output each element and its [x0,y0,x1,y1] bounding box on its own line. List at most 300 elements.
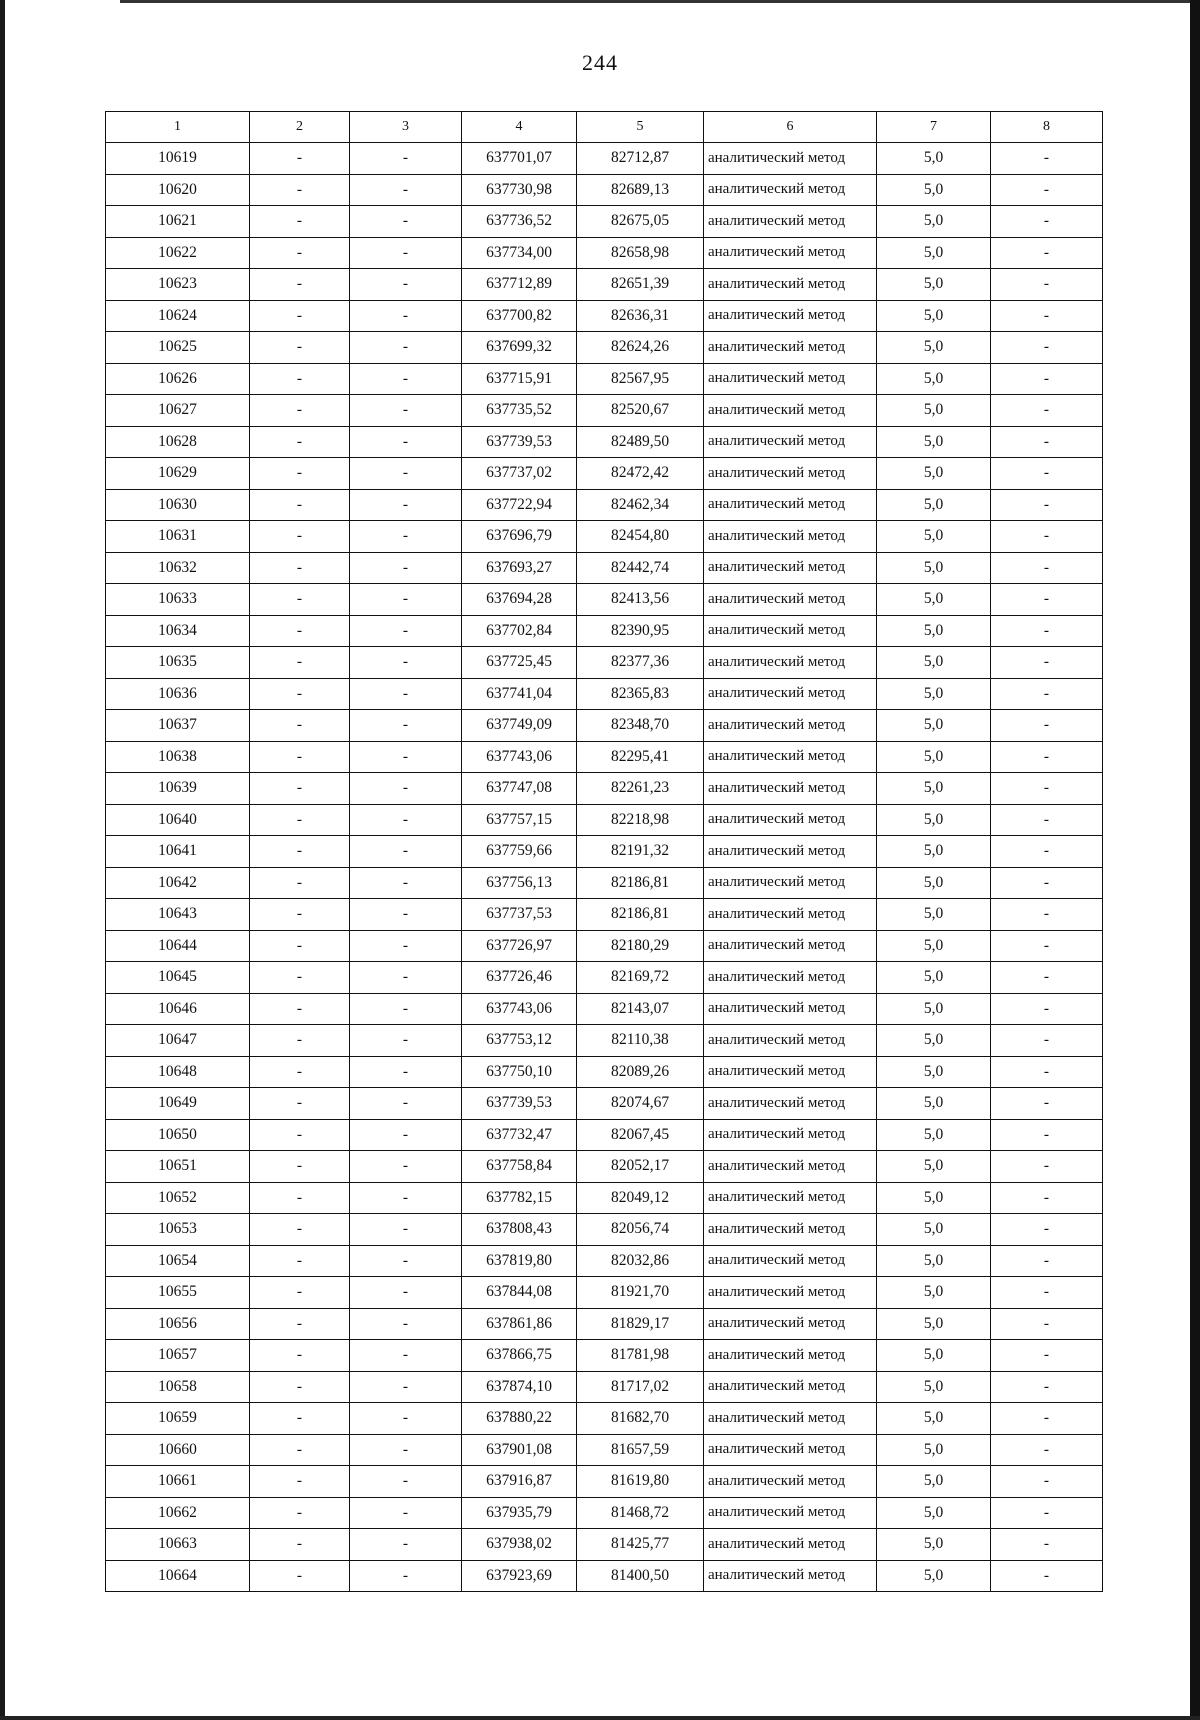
cell-precision: 5,0 [877,332,991,364]
cell-precision: 5,0 [877,615,991,647]
table-row [106,143,1103,175]
cell-y-coordinate: 82712,87 [577,143,704,175]
cell-x-coordinate: 637759,66 [462,836,577,868]
cell-col-2: - [250,836,350,868]
table-row [106,174,1103,206]
cell-method: аналитический метод [704,458,877,490]
cell-col-3: - [350,1056,462,1088]
cell-x-coordinate: 637736,52 [462,206,577,238]
cell-y-coordinate: 82191,32 [577,836,704,868]
cell-point-number: 10624 [106,300,250,332]
cell-col-2: - [250,1340,350,1372]
cell-col-2: - [250,1056,350,1088]
table-row [106,1056,1103,1088]
cell-col-2: - [250,269,350,301]
table-row [106,1151,1103,1183]
cell-method: аналитический метод [704,804,877,836]
cell-precision: 5,0 [877,1560,991,1592]
cell-method: аналитический метод [704,1466,877,1498]
cell-col-3: - [350,206,462,238]
cell-method: аналитический метод [704,993,877,1025]
column-header-7: 7 [877,112,991,143]
table-body [106,143,1103,1592]
cell-col-8: - [991,395,1103,427]
cell-x-coordinate: 637750,10 [462,1056,577,1088]
cell-col-8: - [991,899,1103,931]
cell-col-8: - [991,269,1103,301]
cell-precision: 5,0 [877,1025,991,1057]
cell-method: аналитический метод [704,1056,877,1088]
column-header-1: 1 [106,112,250,143]
cell-col-8: - [991,710,1103,742]
cell-x-coordinate: 637819,80 [462,1245,577,1277]
cell-col-2: - [250,174,350,206]
table-row [106,1434,1103,1466]
cell-col-3: - [350,332,462,364]
cell-col-2: - [250,489,350,521]
table-row [106,269,1103,301]
cell-col-8: - [991,1560,1103,1592]
cell-y-coordinate: 82186,81 [577,899,704,931]
cell-col-2: - [250,1371,350,1403]
cell-y-coordinate: 82056,74 [577,1214,704,1246]
cell-point-number: 10646 [106,993,250,1025]
cell-col-8: - [991,237,1103,269]
cell-x-coordinate: 637715,91 [462,363,577,395]
cell-col-3: - [350,993,462,1025]
cell-col-2: - [250,1434,350,1466]
cell-col-2: - [250,1088,350,1120]
cell-point-number: 10641 [106,836,250,868]
cell-col-2: - [250,773,350,805]
cell-point-number: 10654 [106,1245,250,1277]
cell-y-coordinate: 82520,67 [577,395,704,427]
cell-y-coordinate: 82390,95 [577,615,704,647]
cell-x-coordinate: 637901,08 [462,1434,577,1466]
cell-y-coordinate: 81468,72 [577,1497,704,1529]
cell-method: аналитический метод [704,206,877,238]
cell-method: аналитический метод [704,584,877,616]
cell-method: аналитический метод [704,363,877,395]
table-row [106,206,1103,238]
cell-point-number: 10660 [106,1434,250,1466]
table-row [106,741,1103,773]
cell-col-8: - [991,647,1103,679]
cell-y-coordinate: 82218,98 [577,804,704,836]
cell-method: аналитический метод [704,1277,877,1309]
cell-col-8: - [991,741,1103,773]
cell-col-3: - [350,269,462,301]
cell-col-3: - [350,1340,462,1372]
cell-col-3: - [350,836,462,868]
cell-col-3: - [350,1245,462,1277]
cell-method: аналитический метод [704,1434,877,1466]
cell-col-8: - [991,332,1103,364]
table-row [106,584,1103,616]
scan-edge-left [0,0,5,1720]
cell-y-coordinate: 82049,12 [577,1182,704,1214]
cell-col-8: - [991,615,1103,647]
cell-point-number: 10623 [106,269,250,301]
cell-precision: 5,0 [877,1214,991,1246]
cell-method: аналитический метод [704,1403,877,1435]
cell-y-coordinate: 82067,45 [577,1119,704,1151]
cell-col-3: - [350,1403,462,1435]
cell-precision: 5,0 [877,489,991,521]
cell-x-coordinate: 637866,75 [462,1340,577,1372]
table-row [106,1119,1103,1151]
cell-x-coordinate: 637739,53 [462,426,577,458]
table-row [106,1214,1103,1246]
cell-col-3: - [350,237,462,269]
cell-col-2: - [250,1182,350,1214]
cell-method: аналитический метод [704,332,877,364]
cell-col-8: - [991,773,1103,805]
cell-precision: 5,0 [877,647,991,679]
cell-col-2: - [250,237,350,269]
table-row [106,1560,1103,1592]
cell-y-coordinate: 82180,29 [577,930,704,962]
table-row [106,1277,1103,1309]
cell-col-2: - [250,1560,350,1592]
column-header-6: 6 [704,112,877,143]
table-row [106,363,1103,395]
table-row [106,300,1103,332]
cell-precision: 5,0 [877,552,991,584]
cell-precision: 5,0 [877,1088,991,1120]
cell-y-coordinate: 82186,81 [577,867,704,899]
cell-point-number: 10647 [106,1025,250,1057]
cell-col-8: - [991,1529,1103,1561]
cell-y-coordinate: 82143,07 [577,993,704,1025]
cell-point-number: 10620 [106,174,250,206]
cell-x-coordinate: 637694,28 [462,584,577,616]
cell-y-coordinate: 82658,98 [577,237,704,269]
cell-col-2: - [250,930,350,962]
cell-col-2: - [250,1277,350,1309]
cell-point-number: 10621 [106,206,250,238]
cell-precision: 5,0 [877,1308,991,1340]
cell-method: аналитический метод [704,426,877,458]
cell-col-8: - [991,930,1103,962]
cell-col-3: - [350,1151,462,1183]
cell-point-number: 10632 [106,552,250,584]
cell-precision: 5,0 [877,1119,991,1151]
cell-col-3: - [350,395,462,427]
cell-precision: 5,0 [877,867,991,899]
cell-x-coordinate: 637938,02 [462,1529,577,1561]
table-row [106,395,1103,427]
cell-method: аналитический метод [704,899,877,931]
cell-x-coordinate: 637696,79 [462,521,577,553]
cell-col-2: - [250,1497,350,1529]
coordinates-table-container [105,111,1102,1592]
cell-point-number: 10661 [106,1466,250,1498]
cell-precision: 5,0 [877,899,991,931]
cell-col-8: - [991,300,1103,332]
table-row [106,1025,1103,1057]
cell-x-coordinate: 637726,97 [462,930,577,962]
cell-method: аналитический метод [704,773,877,805]
cell-y-coordinate: 82295,41 [577,741,704,773]
cell-col-8: - [991,1245,1103,1277]
table-row [106,1403,1103,1435]
cell-point-number: 10628 [106,426,250,458]
cell-col-3: - [350,962,462,994]
cell-col-2: - [250,332,350,364]
cell-col-3: - [350,426,462,458]
cell-y-coordinate: 82074,67 [577,1088,704,1120]
cell-col-3: - [350,552,462,584]
cell-method: аналитический метод [704,710,877,742]
cell-y-coordinate: 81657,59 [577,1434,704,1466]
cell-col-3: - [350,678,462,710]
cell-method: аналитический метод [704,552,877,584]
cell-y-coordinate: 82377,36 [577,647,704,679]
cell-x-coordinate: 637693,27 [462,552,577,584]
cell-method: аналитический метод [704,1182,877,1214]
cell-precision: 5,0 [877,237,991,269]
cell-col-2: - [250,395,350,427]
cell-col-8: - [991,1403,1103,1435]
cell-precision: 5,0 [877,773,991,805]
cell-point-number: 10622 [106,237,250,269]
cell-y-coordinate: 81400,50 [577,1560,704,1592]
cell-method: аналитический метод [704,836,877,868]
cell-method: аналитический метод [704,615,877,647]
cell-col-2: - [250,363,350,395]
cell-y-coordinate: 82489,50 [577,426,704,458]
cell-y-coordinate: 82675,05 [577,206,704,238]
cell-y-coordinate: 82651,39 [577,269,704,301]
cell-point-number: 10643 [106,899,250,931]
cell-point-number: 10651 [106,1151,250,1183]
table-row [106,930,1103,962]
cell-col-3: - [350,521,462,553]
cell-method: аналитический метод [704,237,877,269]
cell-col-3: - [350,458,462,490]
cell-point-number: 10638 [106,741,250,773]
cell-y-coordinate: 82089,26 [577,1056,704,1088]
cell-method: аналитический метод [704,930,877,962]
cell-col-2: - [250,899,350,931]
cell-col-3: - [350,899,462,931]
cell-col-8: - [991,1277,1103,1309]
cell-col-2: - [250,1025,350,1057]
table-row [106,237,1103,269]
cell-x-coordinate: 637737,53 [462,899,577,931]
cell-col-2: - [250,615,350,647]
table-row [106,1245,1103,1277]
cell-col-3: - [350,1277,462,1309]
cell-method: аналитический метод [704,489,877,521]
cell-y-coordinate: 82032,86 [577,1245,704,1277]
cell-col-3: - [350,1529,462,1561]
cell-col-8: - [991,867,1103,899]
cell-col-2: - [250,1151,350,1183]
cell-y-coordinate: 81717,02 [577,1371,704,1403]
table-row [106,1466,1103,1498]
cell-y-coordinate: 82442,74 [577,552,704,584]
cell-col-2: - [250,804,350,836]
table-row [106,1497,1103,1529]
cell-col-2: - [250,300,350,332]
cell-col-8: - [991,458,1103,490]
cell-x-coordinate: 637732,47 [462,1119,577,1151]
cell-x-coordinate: 637880,22 [462,1403,577,1435]
cell-col-3: - [350,710,462,742]
cell-point-number: 10656 [106,1308,250,1340]
table-row [106,804,1103,836]
cell-x-coordinate: 637935,79 [462,1497,577,1529]
cell-col-2: - [250,1245,350,1277]
cell-point-number: 10655 [106,1277,250,1309]
cell-x-coordinate: 637749,09 [462,710,577,742]
cell-precision: 5,0 [877,143,991,175]
cell-precision: 5,0 [877,395,991,427]
cell-precision: 5,0 [877,1056,991,1088]
cell-precision: 5,0 [877,584,991,616]
cell-method: аналитический метод [704,269,877,301]
cell-col-2: - [250,1466,350,1498]
cell-point-number: 10645 [106,962,250,994]
cell-point-number: 10649 [106,1088,250,1120]
cell-precision: 5,0 [877,1497,991,1529]
cell-col-3: - [350,930,462,962]
cell-col-8: - [991,836,1103,868]
cell-x-coordinate: 637702,84 [462,615,577,647]
cell-x-coordinate: 637712,89 [462,269,577,301]
cell-y-coordinate: 82110,38 [577,1025,704,1057]
cell-col-3: - [350,1214,462,1246]
cell-point-number: 10640 [106,804,250,836]
cell-col-3: - [350,804,462,836]
cell-x-coordinate: 637757,15 [462,804,577,836]
cell-col-2: - [250,993,350,1025]
table-row [106,458,1103,490]
cell-x-coordinate: 637699,32 [462,332,577,364]
cell-col-2: - [250,552,350,584]
cell-method: аналитический метод [704,1371,877,1403]
cell-col-8: - [991,1371,1103,1403]
cell-col-2: - [250,741,350,773]
cell-point-number: 10633 [106,584,250,616]
table-row [106,1371,1103,1403]
cell-point-number: 10658 [106,1371,250,1403]
cell-col-8: - [991,804,1103,836]
cell-y-coordinate: 82052,17 [577,1151,704,1183]
cell-precision: 5,0 [877,836,991,868]
cell-point-number: 10653 [106,1214,250,1246]
table-row [106,1340,1103,1372]
cell-method: аналитический метод [704,1497,877,1529]
cell-point-number: 10630 [106,489,250,521]
cell-col-2: - [250,584,350,616]
cell-col-3: - [350,1119,462,1151]
cell-col-3: - [350,174,462,206]
cell-precision: 5,0 [877,300,991,332]
cell-point-number: 10659 [106,1403,250,1435]
cell-method: аналитический метод [704,1025,877,1057]
cell-col-3: - [350,741,462,773]
table-row [106,773,1103,805]
cell-col-8: - [991,489,1103,521]
cell-col-3: - [350,1025,462,1057]
cell-method: аналитический метод [704,741,877,773]
cell-y-coordinate: 82365,83 [577,678,704,710]
cell-col-8: - [991,1434,1103,1466]
cell-point-number: 10631 [106,521,250,553]
cell-x-coordinate: 637874,10 [462,1371,577,1403]
coordinates-table [105,111,1103,1592]
cell-col-2: - [250,962,350,994]
cell-col-2: - [250,521,350,553]
cell-y-coordinate: 81619,80 [577,1466,704,1498]
cell-point-number: 10663 [106,1529,250,1561]
cell-col-3: - [350,143,462,175]
column-header-3: 3 [350,112,462,143]
column-header-4: 4 [462,112,577,143]
cell-y-coordinate: 82348,70 [577,710,704,742]
cell-col-2: - [250,458,350,490]
cell-col-2: - [250,1214,350,1246]
cell-precision: 5,0 [877,1151,991,1183]
cell-col-8: - [991,993,1103,1025]
cell-col-8: - [991,206,1103,238]
cell-col-8: - [991,174,1103,206]
cell-col-8: - [991,1340,1103,1372]
cell-y-coordinate: 82636,31 [577,300,704,332]
cell-method: аналитический метод [704,1529,877,1561]
table-row [106,993,1103,1025]
cell-method: аналитический метод [704,1088,877,1120]
cell-method: аналитический метод [704,1119,877,1151]
cell-method: аналитический метод [704,1214,877,1246]
cell-x-coordinate: 637753,12 [462,1025,577,1057]
cell-method: аналитический метод [704,1245,877,1277]
cell-x-coordinate: 637756,13 [462,867,577,899]
cell-precision: 5,0 [877,521,991,553]
cell-col-8: - [991,1182,1103,1214]
table-row [106,867,1103,899]
cell-point-number: 10635 [106,647,250,679]
cell-col-8: - [991,363,1103,395]
cell-x-coordinate: 637737,02 [462,458,577,490]
cell-col-3: - [350,1371,462,1403]
cell-col-3: - [350,1466,462,1498]
cell-point-number: 10662 [106,1497,250,1529]
cell-col-2: - [250,1308,350,1340]
column-header-2: 2 [250,112,350,143]
cell-col-8: - [991,1119,1103,1151]
cell-precision: 5,0 [877,993,991,1025]
cell-col-3: - [350,867,462,899]
cell-x-coordinate: 637844,08 [462,1277,577,1309]
cell-col-2: - [250,710,350,742]
cell-col-3: - [350,615,462,647]
cell-precision: 5,0 [877,678,991,710]
cell-point-number: 10619 [106,143,250,175]
cell-x-coordinate: 637741,04 [462,678,577,710]
cell-x-coordinate: 637758,84 [462,1151,577,1183]
table-row [106,678,1103,710]
cell-y-coordinate: 81829,17 [577,1308,704,1340]
cell-x-coordinate: 637923,69 [462,1560,577,1592]
cell-x-coordinate: 637782,15 [462,1182,577,1214]
cell-y-coordinate: 81781,98 [577,1340,704,1372]
cell-col-8: - [991,584,1103,616]
table-row [106,489,1103,521]
